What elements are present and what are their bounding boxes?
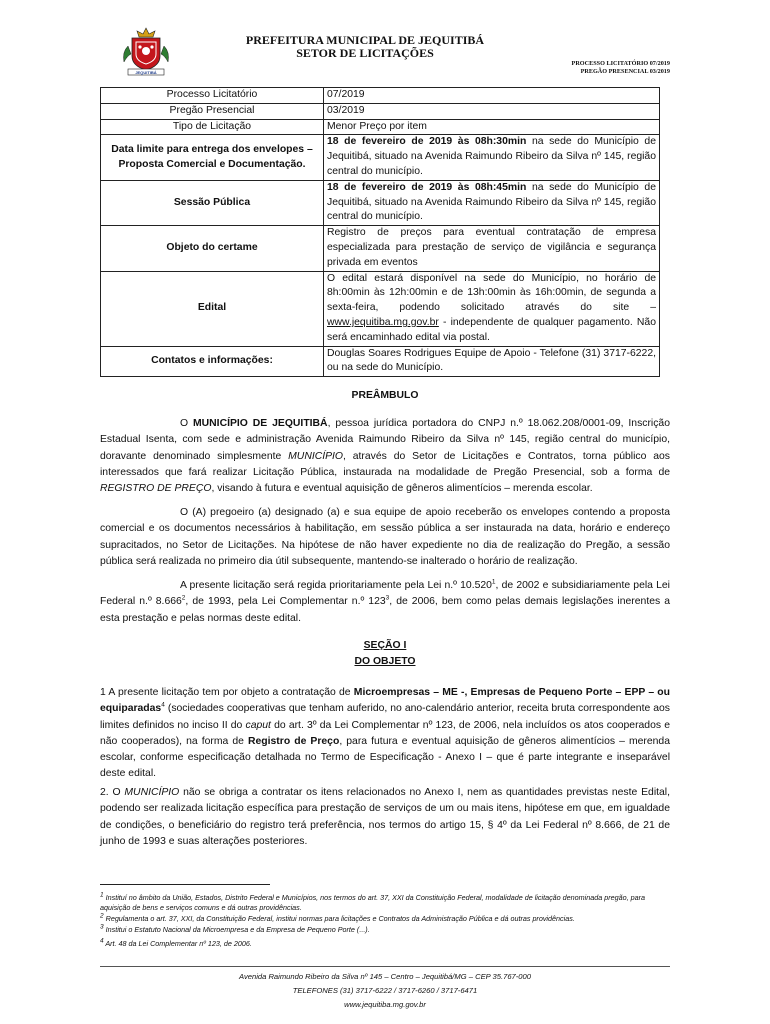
text-run: 1 A presente licitação tem por objeto a contratação de [100, 687, 354, 698]
section-heading [100, 640, 670, 651]
info-table [100, 87, 660, 377]
text-run: Microempresas – ME -, Empresas de Pequeno Porte – EPP – ou equiparadas [100, 687, 670, 715]
deadline-label: Data limite para entrega dos envelopes – Proposta Comercial e Documentação. [101, 135, 324, 180]
preamble-paragraph-3 [100, 578, 670, 627]
table-row [101, 119, 660, 135]
footnote-ref: 2 [181, 594, 186, 602]
table-row [101, 88, 660, 104]
table-row [101, 103, 660, 119]
text-run: A presente licitação será regida prioritariamente pela Lei n.º 10.520 [180, 580, 492, 591]
table-row [101, 226, 660, 271]
section-paragraph-2 [100, 785, 670, 850]
text-run: , visando à futura e eventual aquisição de gêneros alimentícios – merenda escolar. [211, 483, 593, 495]
text-run: não se obriga a contratar os itens relacionados no Anexo I, nem as quantidades previstas neste Edital, podendo ser realizada licitação específica para prestação de serviços de um ou mais itens, hipótese em que, em igualdade de condições, o beneficiário do registro terá preferência, nos termos do artigo 15, § 4º da Lei Federal nº 8.666, de 21 de junho de 1993 e suas alterações posteriores. [100, 787, 670, 847]
section-number: SEÇÃO I [363, 640, 407, 651]
footnote-ref: 1 [491, 578, 496, 586]
deadline-location: na sede do Município de Jequitibá, situado na Avenida Raimundo Ribeiro da Silva nº 145, região central do município. [327, 136, 656, 177]
row-label: Processo Licitatório [101, 88, 324, 104]
edital-value [324, 271, 660, 346]
text-run: Registro de Preço [248, 735, 340, 747]
municipality-name: MUNICÍPIO DE JEQUITIBÁ [193, 418, 328, 429]
website-link[interactable]: www.jequitiba.mg.gov.br [327, 316, 439, 328]
footnote-ref: 4 [161, 701, 165, 709]
text-run: REGISTRO DE PREÇO [100, 483, 212, 495]
text-run: O [180, 418, 194, 429]
footnote-number: 4 [100, 937, 104, 945]
text-run: , de 1993, pela Lei Complementar n.º 123 [185, 596, 386, 608]
footnote-text: Instituí no âmbito da União, Estados, Distrito Federal e Municípios, nos termos do art. 37, XXI da Constituição Federal, modalidade de licitação denominada pregão, para aquisição de bens e serviços comuns e dá outras providências. [100, 893, 645, 912]
section-subheading [100, 656, 670, 667]
section-paragraph-1 [100, 685, 670, 783]
object-label: Objeto do certame [101, 226, 324, 271]
footnote [100, 893, 670, 913]
edital-text-before: O edital estará disponível na sede do Município, no horário de 8h:00min às 12h:00min e de 13h:00min às 16h:00min, de segunda a sexta-feira, podendo solicitado através do site – [327, 272, 656, 314]
contacts-value: Douglas Soares Rodrigues Equipe de Apoio - Telefone (31) 3717-6222, ou na sede do Município. [324, 346, 660, 377]
header-ref-pregao: PREGÃO PRESENCIAL 03/2019 [580, 68, 670, 75]
edital-label: Edital [101, 271, 324, 346]
edital-text-after: - independente de qualquer pagamento. Não será encaminhado edital via postal. [327, 316, 656, 343]
text-run: MUNICÍPIO [288, 450, 343, 462]
session-location: na sede do Município de Jequitibá, situado na Avenida Raimundo Ribeiro da Silva nº 145, região central do município. [327, 181, 656, 223]
session-label: Sessão Pública [101, 180, 324, 225]
object-value: Registro de preços para eventual contratação de empresa especializada para prestação de serviço de vigilância e segurança privada em eventos [324, 226, 660, 271]
footer-divider [100, 966, 670, 967]
text-run: caput [245, 719, 271, 731]
footnote-text: Art. 48 da Lei Complementar nº 123, de 2006. [105, 939, 252, 948]
table-row [101, 180, 660, 225]
footer-address: Avenida Raimundo Ribeiro da Silva nº 145 – Centro – Jequitibá/MG – CEP 35.767-000 [239, 972, 531, 981]
table-row [101, 346, 660, 377]
header-title-line2: SETOR DE LICITAÇÕES [296, 46, 434, 60]
deadline-value [324, 135, 660, 180]
row-label: Tipo de Licitação [101, 119, 324, 135]
section-title: DO OBJETO [354, 656, 416, 667]
contacts-label: Contatos e informações: [101, 346, 324, 377]
footer-website[interactable]: www.jequitiba.mg.gov.br [344, 1000, 426, 1009]
text-run: , de 2006, bem como pelas demais legislações inerentes a esta prestação e pelas normas deste edital. [100, 596, 671, 624]
footnote-number: 3 [100, 923, 104, 931]
table-row [101, 135, 660, 180]
row-value: 07/2019 [324, 88, 660, 104]
footnote-ref: 3 [385, 594, 390, 602]
header-ref-process: PROCESSO LICITATÓRIO 07/2019 [571, 60, 670, 67]
text-run: do art. 3º da Lei Complementar nº 123, de 2006, nela incluídos os atos cooperados e não cooperados), na forma de [100, 719, 671, 747]
table-row [101, 271, 660, 346]
footnote-number: 1 [100, 891, 104, 899]
crest-label: JEQUITIBÁ [135, 69, 157, 75]
row-value: Menor Preço por item [324, 119, 660, 135]
text-run: 2. O [100, 787, 125, 798]
footnote-number: 2 [100, 912, 104, 920]
header-title-line1: PREFEITURA MUNICIPAL DE JEQUITIBÁ [245, 33, 485, 47]
footnote-text: Institui o Estatuto Nacional da Microempresa e da Empresa de Pequeno Porte (...). [105, 925, 370, 934]
text-run: , de 2002 e subsidiariamente pela Lei Federal n.º 8.666 [100, 580, 670, 608]
footnote [100, 925, 670, 935]
row-label: Pregão Presencial [101, 103, 324, 119]
text-run: (sociedades cooperativas que tenham auferido, no ano-calendário anterior, receita bruta correspondente aos limites definidos no inciso II do [100, 703, 670, 731]
coat-of-arms-icon [118, 26, 174, 76]
text-run: , pessoa jurídica portadora do CNPJ n.º 18.062.208/0001-09, Inscrição Estadual Isenta, com sede e administração Avenida Raimundo Ribeiro da Silva nº 145, região central do município, doravante denominado simplesmente [100, 418, 670, 462]
preamble-heading: PREÂMBULO [351, 390, 419, 401]
deadline-date: 18 de fevereiro de 2019 às 08h:30min [327, 136, 527, 148]
footnote [100, 939, 670, 949]
session-date: 18 de fevereiro de 2019 às 08h:45min [327, 181, 527, 193]
footnote-text: Regulamenta o art. 37, XXI, da Constituição Federal, institui normas para licitações e Contratos da Administração Pública e dá outras providências. [105, 914, 575, 923]
text-run: , para futura e eventual aquisição de gêneros alimentícios – merenda escolar, conforme especificação detalhada no Termo de Especificação - Anexo I – que é parte integrante e inseparável deste edital. [100, 735, 670, 780]
footer-phones: TELEFONES (31) 3717-6222 / 3717-6260 / 3717-6471 [292, 986, 478, 995]
footnote [100, 914, 670, 924]
text-run: , através do Setor de Licitações e Contratos, torna público aos interessados que fará realizar Licitação Pública, instaurada na modalidade de Pregão Presencial, sob a forma de [100, 450, 671, 478]
session-value [324, 180, 660, 225]
footnote-divider [100, 884, 270, 885]
preamble-paragraph-2: O (A) pregoeiro (a) designado (a) e sua equipe de apoio receberão os envelopes contendo a proposta comercial e os documentos necessários à habilitação, em sessão pública a ser instaurada na data, horário e endereço supracitados, no Setor de Licitações. Na hipótese de não haver expediente no dia de realização do Pregão, a sessão pública será realizada no primeiro dia útil subsequente, mantendo-se inalterado o horário de realização. [100, 507, 670, 567]
row-value: 03/2019 [324, 103, 660, 119]
preamble-paragraph-1 [100, 416, 670, 497]
text-run: MUNICÍPIO [124, 787, 180, 798]
